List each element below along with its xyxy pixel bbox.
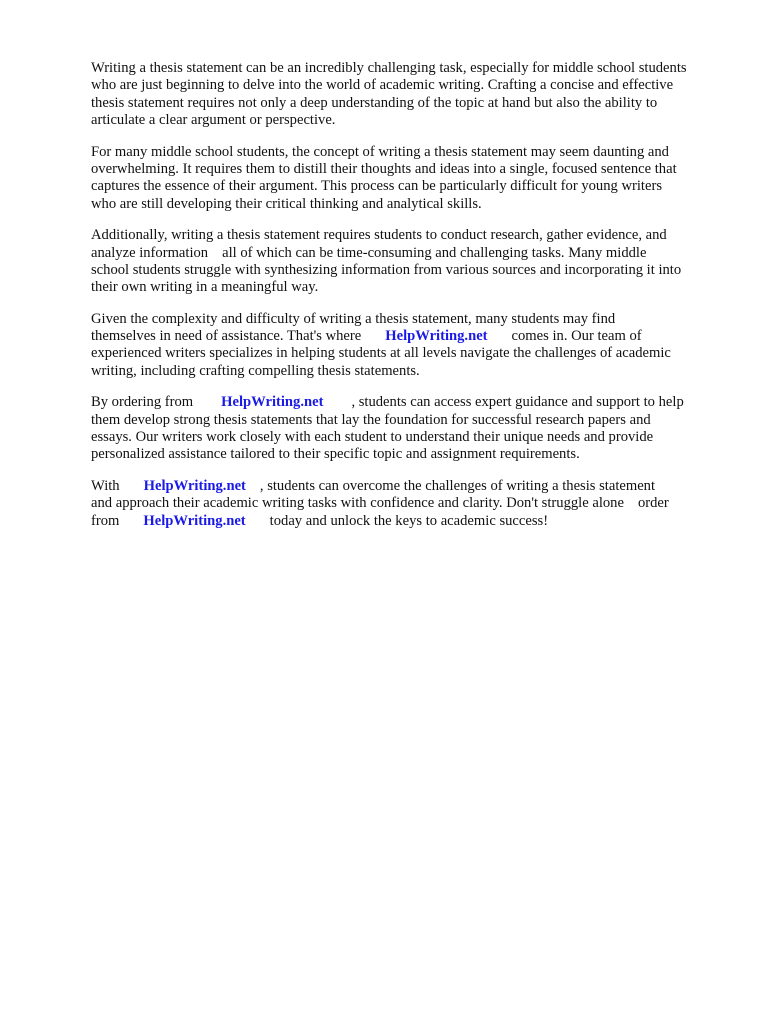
paragraph-spacer	[91, 380, 741, 394]
line-text: By ordering from	[91, 394, 194, 411]
paragraph-line: experienced writers specializes in helping students at all levels navigate the challenges of academic	[91, 345, 671, 362]
helpwriting-link[interactable]: HelpWriting.net	[385, 328, 488, 345]
paragraph-line: Additionally, writing a thesis statement requires students to conduct research, gather evidence, and	[91, 227, 667, 244]
paragraph-line	[91, 394, 741, 411]
paragraph-line: them develop strong thesis statements that lay the foundation for successful research papers and	[91, 411, 651, 428]
line-text: themselves in need of assistance. That's where	[91, 328, 362, 345]
paragraph-3	[91, 227, 741, 297]
paragraph-spacer	[91, 213, 741, 227]
paragraph-line: captures the essence of their argument. This process can be particularly difficult for young writers	[91, 178, 662, 195]
line-text: , students can overcome the challenges of writing a thesis statement	[259, 477, 656, 494]
line-text: all of which can be time-consuming and challenging tasks. Many middle	[222, 244, 647, 261]
paragraph-spacer	[91, 297, 741, 311]
paragraph-line: who are still developing their critical thinking and analytical skills.	[91, 195, 482, 212]
paragraph-line: Writing a thesis statement can be an incredibly challenging task, especially for middle school students	[91, 60, 687, 76]
paragraph-line: articulate a clear argument or perspective.	[91, 112, 336, 129]
line-text: today and unlock the keys to academic success!	[269, 512, 549, 529]
paragraph-line: school students struggle with synthesizing information from various sources and incorporating it into	[91, 261, 682, 278]
line-text: order	[637, 495, 669, 512]
helpwriting-link[interactable]: HelpWriting.net	[143, 477, 246, 494]
helpwriting-link[interactable]: HelpWriting.net	[221, 394, 324, 411]
paragraph-line	[91, 513, 741, 530]
helpwriting-link[interactable]: HelpWriting.net	[143, 512, 246, 529]
paragraph-line	[91, 245, 741, 262]
paragraph-spacer	[91, 464, 741, 478]
paragraph-line: their own writing in a meaningful way.	[91, 279, 319, 296]
paragraph-1	[91, 60, 741, 130]
paragraph-spacer	[91, 130, 741, 144]
line-text: , students can access expert guidance and support to help	[351, 394, 684, 411]
line-text: and approach their academic writing tasks with confidence and clarity. Don't struggle alone	[91, 495, 624, 512]
paragraph-line	[91, 478, 741, 495]
line-text: comes in. Our team of	[511, 328, 642, 345]
paragraph-line: personalized assistance tailored to their specific topic and assignment requirements.	[91, 446, 580, 463]
line-text: With	[91, 477, 120, 494]
paragraph-line	[91, 328, 741, 345]
paragraph-line: thesis statement requires not only a deep understanding of the topic at hand but also the ability to	[91, 94, 658, 111]
paragraph-line: essays. Our writers work closely with each student to understand their unique needs and provide	[91, 429, 654, 446]
paragraph-line: For many middle school students, the concept of writing a thesis statement may seem daunting and	[91, 143, 669, 160]
paragraph-5	[91, 394, 741, 464]
paragraph-line: overwhelming. It requires them to distill their thoughts and ideas into a single, focused sentence that	[91, 160, 677, 177]
line-text: analyze information	[91, 244, 209, 261]
paragraph-line: writing, including crafting compelling thesis statements.	[91, 362, 420, 379]
line-text: from	[91, 512, 120, 529]
paragraph-line: who are just beginning to delve into the world of academic writing. Crafting a concise and effective	[91, 77, 674, 94]
document-body	[91, 60, 741, 530]
paragraph-line	[91, 495, 741, 512]
paragraph-line: Given the complexity and difficulty of writing a thesis statement, many students may find	[91, 310, 616, 327]
paragraph-4	[91, 311, 741, 381]
paragraph-6	[91, 478, 741, 530]
paragraph-2	[91, 144, 741, 214]
